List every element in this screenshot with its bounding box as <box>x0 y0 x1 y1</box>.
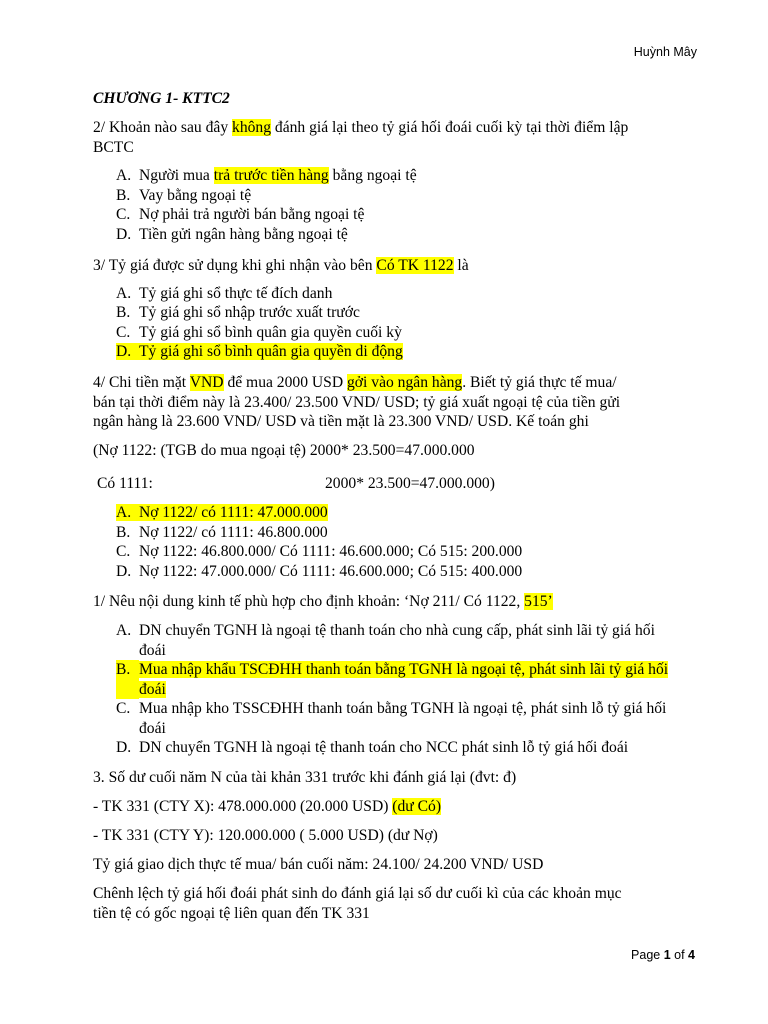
header-author: Huỳnh Mây <box>633 45 697 59</box>
q2-option-a: A. Người mua trả trước tiền hàng bằng ngoại tệ <box>116 167 417 184</box>
q2-question-line2: BCTC <box>93 139 134 156</box>
q4-question-line1: 4/ Chi tiền mặt VND để mua 2000 USD gởi vào ngân hàng. Biết tỷ giá thực tế mua/ <box>93 374 617 391</box>
page-number: Page 1 of 4 <box>631 948 695 962</box>
q4-working-credit-value: 2000* 23.500=47.000.000) <box>325 475 495 492</box>
q3b-exchange-rate: Tỷ giá giao dịch thực tế mua/ bán cuối năm: 24.100/ 24.200 VND/ USD <box>93 856 544 873</box>
q3-option-a: A. Tỷ giá ghi sổ thực tế đích danh <box>116 285 333 302</box>
q2-option-d: D. Tiền gửi ngân hàng bằng ngoại tệ <box>116 226 348 243</box>
q1-option-b: B. Mua nhập khẩu TSCĐHH thanh toán bằng TGNH là ngoại tệ, phát sinh lãi tỷ giá hối đoái <box>116 661 669 698</box>
chapter-title: CHƯƠNG 1- KTTC2 <box>93 90 230 107</box>
q3b-company-y: - TK 331 (CTY Y): 120.000.000 ( 5.000 USD) (dư Nợ) <box>93 827 438 844</box>
q3b-diff-line2: tiền tệ có gốc ngoại tệ liên quan đến TK 331 <box>93 905 370 922</box>
q2-question-line1: 2/ Khoản nào sau đây không đánh giá lại theo tỷ giá hối đoái cuối kỳ tại thời điểm lập <box>93 119 629 136</box>
q3b-question: 3. Số dư cuối năm N của tài khản 331 trước khi đánh giá lại (đvt: đ) <box>93 769 517 786</box>
q4-option-c: C. Nợ 1122: 46.800.000/ Có 1111: 46.600.000; Có 515: 200.000 <box>116 543 523 560</box>
q4-question-line3: ngân hàng là 23.600 VND/ USD và tiền mặt là 23.300 VND/ USD. Kế toán ghi <box>93 413 589 430</box>
q2-option-b: B. Vay bằng ngoại tệ <box>116 187 252 204</box>
q4-option-a: A. Nợ 1122/ có 1111: 47.000.000 <box>116 504 328 521</box>
q3-question: 3/ Tỷ giá được sử dụng khi ghi nhận vào bên Có TK 1122 là <box>93 257 469 274</box>
q3-option-d: D. Tỷ giá ghi sổ bình quân gia quyền di động <box>116 343 403 360</box>
q3-option-b: B. Tỷ giá ghi sổ nhập trước xuất trước <box>116 304 360 321</box>
q4-option-b: B. Nợ 1122/ có 1111: 46.800.000 <box>116 524 328 541</box>
q1-option-a: A. DN chuyển TGNH là ngoại tệ thanh toán cho nhà cung cấp, phát sinh lãi tỷ giá hối đoái <box>116 622 655 659</box>
q1-option-c: C. Mua nhập kho TSSCĐHH thanh toán bằng TGNH là ngoại tệ, phát sinh lỗ tỷ giá hối đoái <box>116 700 667 737</box>
q1-option-d: D. DN chuyển TGNH là ngoại tệ thanh toán cho NCC phát sinh lỗ tỷ giá hối đoái <box>116 739 629 756</box>
q3b-diff-line1: Chênh lệch tỷ giá hối đoái phát sinh do đánh giá lại số dư cuối kì của các khoản mục <box>93 885 622 902</box>
q4-question-line2: bán tại thời điểm này là 23.400/ 23.500 VND/ USD; tỷ giá xuất ngoại tệ của tiền gửi <box>93 394 621 411</box>
q3-option-c: C. Tỷ giá ghi sổ bình quân gia quyền cuối kỳ <box>116 324 402 341</box>
q3b-company-x: - TK 331 (CTY X): 478.000.000 (20.000 USD) (dư Có) <box>93 798 442 815</box>
q4-working-credit-label: Có 1111: <box>97 475 153 492</box>
q1-highlight: 515’ <box>524 593 553 610</box>
q3-highlight: Có TK 1122 <box>376 257 454 274</box>
q2-option-c: C. Nợ phải trả người bán bằng ngoại tệ <box>116 206 365 223</box>
q1-question: 1/ Nêu nội dung kinh tế phù hợp cho định khoản: ‘Nợ 211/ Có 1122, 515’ <box>93 593 553 610</box>
q2-highlight: không <box>232 119 271 136</box>
q4-working-debit: (Nợ 1122: (TGB do mua ngoại tệ) 2000* 23.500=47.000.000 <box>93 442 475 459</box>
q4-option-d: D. Nợ 1122: 47.000.000/ Có 1111: 46.600.000; Có 515: 400.000 <box>116 563 523 580</box>
